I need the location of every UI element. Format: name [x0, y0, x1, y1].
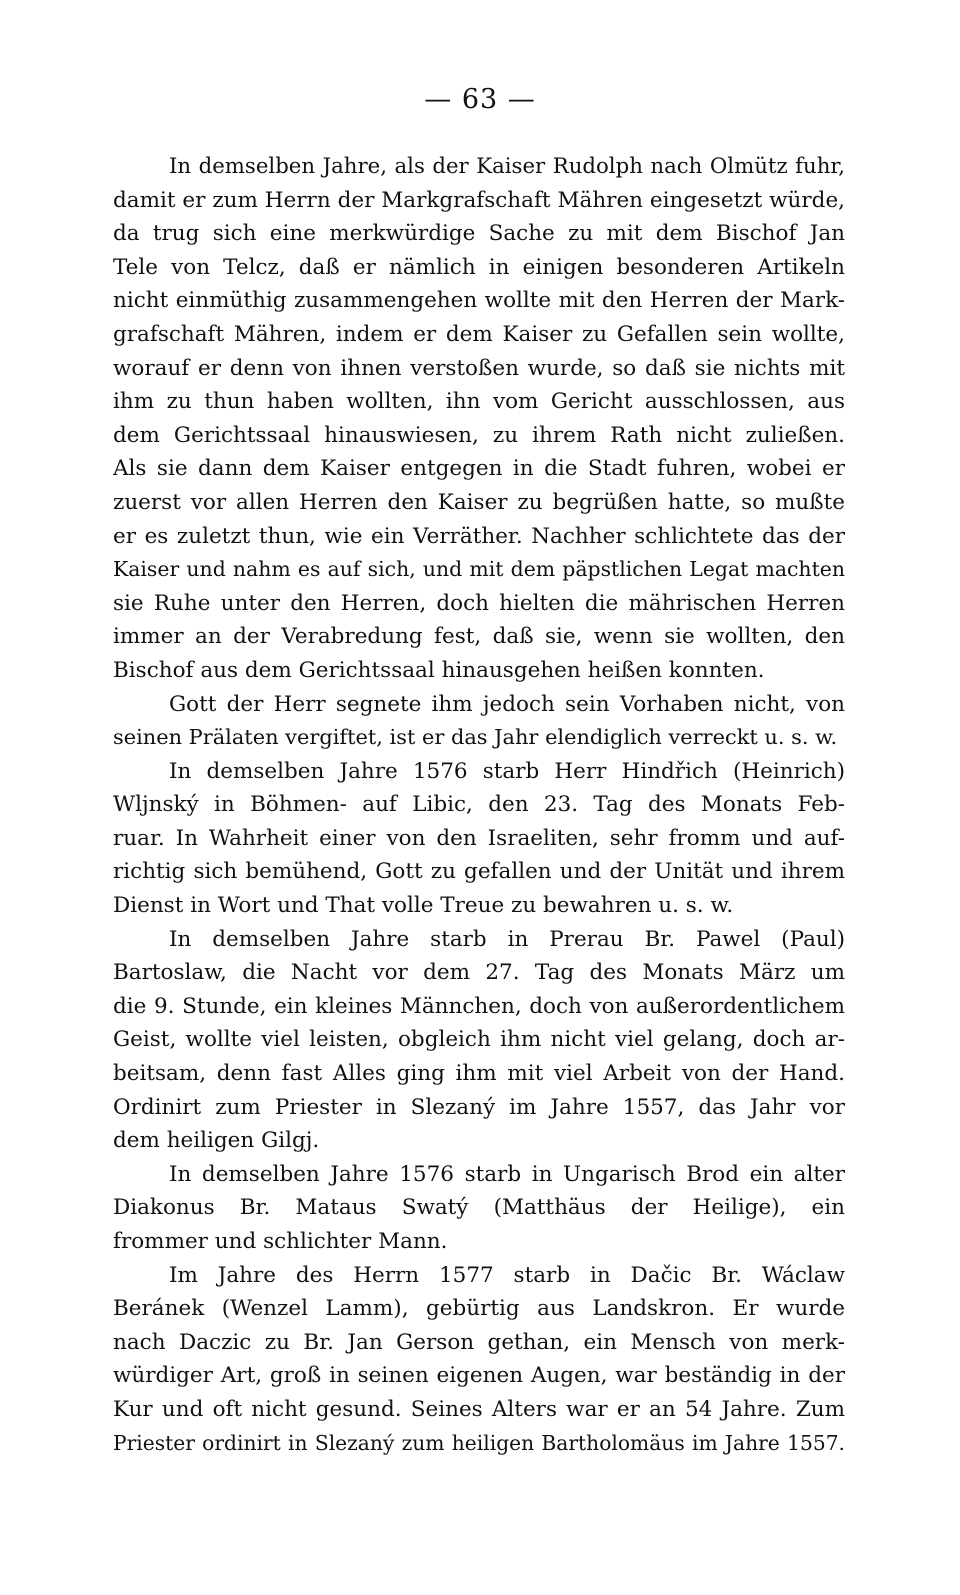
text-line: beitsam, denn fast Alles ging ihm mit viel Arbeit von der Hand.	[113, 1061, 845, 1087]
paragraph	[113, 1158, 845, 1259]
paragraph	[113, 923, 845, 1158]
text-line: sie Ruhe unter den Herren, doch hielten die mährischen Herren	[113, 590, 845, 616]
text-line: Bartoslaw, die Nacht vor dem 27. Tag des Monats März um	[113, 960, 845, 986]
text-line: In demselben Jahre, als der Kaiser Rudolph nach Olmütz fuhr,	[169, 154, 845, 179]
text-line: ihm zu thun haben wollten, ihn vom Gericht ausschlossen, aus	[113, 389, 845, 415]
text-line: Ordinirt zum Priester in Slezaný im Jahre 1557, das Jahr vor	[113, 1094, 845, 1120]
text-line: immer an der Verabredung fest, daß sie, wenn sie wollten, den	[113, 624, 845, 650]
text-line: dem Gerichtssaal hinauswiesen, zu ihrem Rath nicht zuließen.	[113, 422, 845, 448]
text-line: würdiger Art, groß in seinen eigenen Augen, war beständig in der	[113, 1363, 845, 1389]
text-line: Dienst in Wort und That volle Treue zu bewahren u. s. w.	[113, 893, 734, 919]
text-line: zuerst vor allen Herren den Kaiser zu begrüßen hatte, so mußte	[113, 489, 845, 515]
text-line: die 9. Stunde, ein kleines Männchen, doch von außerordentlichem	[113, 993, 845, 1019]
text-line: dem heiligen Gilgj.	[113, 1128, 320, 1154]
text-line: In demselben Jahre 1576 starb Herr Hindřich (Heinrich)	[169, 758, 845, 784]
text-line: Priester ordinirt in Slezaný zum heiligen Bartholomäus im Jahre 1557.	[113, 1430, 845, 1455]
text-line: damit er zum Herrn der Markgrafschaft Mähren eingesetzt würde,	[113, 187, 845, 213]
text-line: Kaiser und nahm es auf sich, und mit dem päpstlichen Legat machten	[113, 557, 845, 582]
text-body	[113, 150, 845, 1460]
text-line: Als sie dann dem Kaiser entgegen in die Stadt fuhren, wobei er	[113, 456, 845, 482]
text-line: ruar. In Wahrheit einer von den Israeliten, sehr fromm und auf-	[113, 825, 845, 851]
paragraph	[113, 150, 845, 688]
text-line: Bischof aus dem Gerichtssaal hinausgehen heißen konnten.	[113, 657, 765, 683]
text-line: richtig sich bemühend, Gott zu gefallen und der Unität und ihrem	[113, 859, 845, 885]
text-line: worauf er denn von ihnen verstoßen wurde, so daß sie nichts mit	[113, 355, 845, 381]
text-line: Kur und oft nicht gesund. Seines Alters war er an 54 Jahre. Zum	[113, 1396, 845, 1422]
text-line: In demselben Jahre starb in Prerau Br. Pawel (Paul)	[169, 926, 845, 952]
text-line: Tele von Telcz, daß er nämlich in einigen besonderen Artikeln	[113, 254, 845, 280]
text-line: Im Jahre des Herrn 1577 starb in Dačic Br. Wáclaw	[169, 1262, 845, 1288]
paragraph	[113, 1259, 845, 1461]
text-line: nach Daczic zu Br. Jan Gerson gethan, ein Mensch von merk-	[113, 1329, 845, 1355]
text-line: frommer und schlichter Mann.	[113, 1229, 448, 1254]
text-line: Diakonus Br. Mataus Swatý (Matthäus der Heilige), ein	[113, 1195, 845, 1221]
text-line: seinen Prälaten vergiftet, ist er das Jahr elendiglich verreckt u. s. w.	[113, 725, 838, 750]
page-number: — 63 —	[424, 84, 536, 115]
text-line: grafschaft Mähren, indem er dem Kaiser zu Gefallen sein wollte,	[113, 321, 845, 347]
text-line: er es zuletzt thun, wie ein Verräther. Nachher schlichtete das der	[113, 523, 845, 549]
paragraph	[113, 688, 845, 755]
paragraph	[113, 755, 845, 923]
text-line: Geist, wollte viel leisten, obgleich ihm nicht viel gelang, doch ar-	[113, 1027, 845, 1053]
text-line: Wljnský in Böhmen- auf Libic, den 23. Tag des Monats Feb-	[113, 792, 845, 818]
text-line: da trug sich eine merkwürdige Sache zu mit dem Bischof Jan	[113, 221, 845, 247]
text-line: nicht einmüthig zusammengehen wollte mit den Herren der Mark-	[113, 288, 845, 314]
text-line: Beránek (Wenzel Lamm), gebürtig aus Landskron. Er wurde	[113, 1296, 845, 1322]
text-line: Gott der Herr segnete ihm jedoch sein Vorhaben nicht, von	[169, 691, 845, 717]
text-line: In demselben Jahre 1576 starb in Ungarisch Brod ein alter	[169, 1161, 845, 1187]
